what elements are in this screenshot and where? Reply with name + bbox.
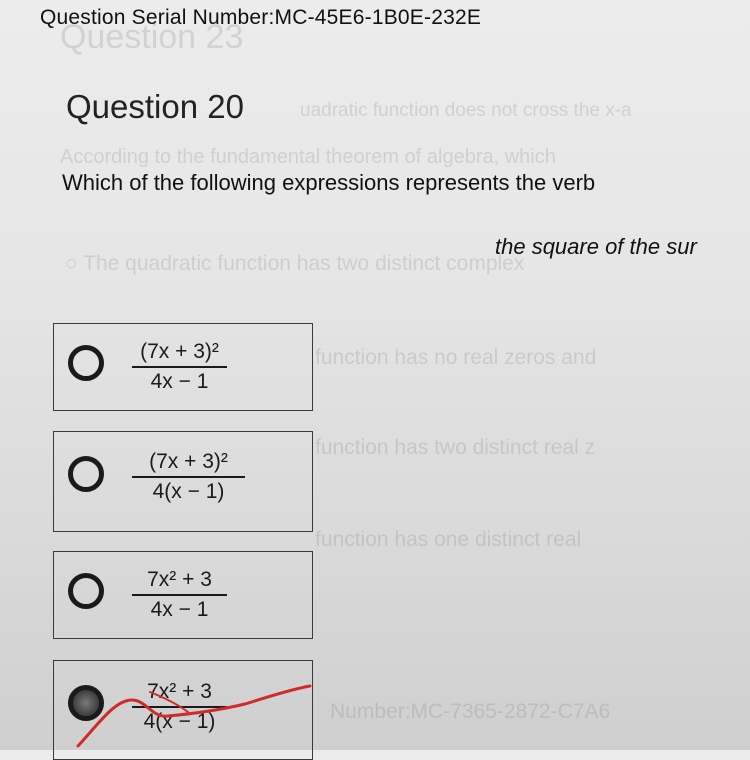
question-prompt: Which of the following expressions represents the verb <box>62 170 596 195</box>
bleed-through-text: function has two distinct real z <box>315 436 596 459</box>
bleed-through-text: Question 23 <box>60 18 244 56</box>
fraction-bar <box>132 476 245 478</box>
answer-option-c[interactable] <box>53 551 313 639</box>
red-pen-mark <box>60 670 330 750</box>
verbal-phrase: the square of the sur <box>495 234 697 259</box>
bleed-through-text: function has no real zeros and <box>315 346 597 369</box>
question-title: Question 20 <box>66 88 244 125</box>
fraction-a <box>132 339 227 395</box>
bleed-through-text: According to the fundamental theorem of algebra, which <box>60 146 556 168</box>
numerator: (7x + 3)² <box>140 340 219 363</box>
bleed-through-text: ○ The quadratic function has two distinct complex <box>65 252 525 275</box>
radio-button-b[interactable] <box>68 456 104 492</box>
bleed-through-text: Number:MC-7365-2872-C7A6 <box>330 700 611 723</box>
bleed-through-text: uadratic function does not cross the x-a <box>300 100 632 121</box>
answer-option-b[interactable] <box>53 431 313 532</box>
fraction-bar <box>132 366 227 368</box>
denominator: 4(x − 1) <box>143 710 216 733</box>
numerator: (7x + 3)² <box>149 450 228 473</box>
radio-button-c[interactable] <box>68 573 104 609</box>
numerator: 7x² + 3 <box>147 568 212 591</box>
denominator: 4x − 1 <box>150 370 209 393</box>
radio-button-a[interactable] <box>68 345 104 381</box>
bleed-through-text: function has one distinct real <box>315 528 582 551</box>
denominator: 4x − 1 <box>150 598 209 621</box>
numerator: 7x² + 3 <box>147 680 212 703</box>
fraction-bar <box>132 594 227 596</box>
fraction-c <box>132 567 227 623</box>
denominator: 4(x − 1) <box>152 480 225 503</box>
question-serial-number: Question Serial Number:MC-45E6-1B0E-232E <box>40 6 482 29</box>
answer-option-a[interactable] <box>53 323 313 411</box>
fraction-b <box>132 449 245 505</box>
